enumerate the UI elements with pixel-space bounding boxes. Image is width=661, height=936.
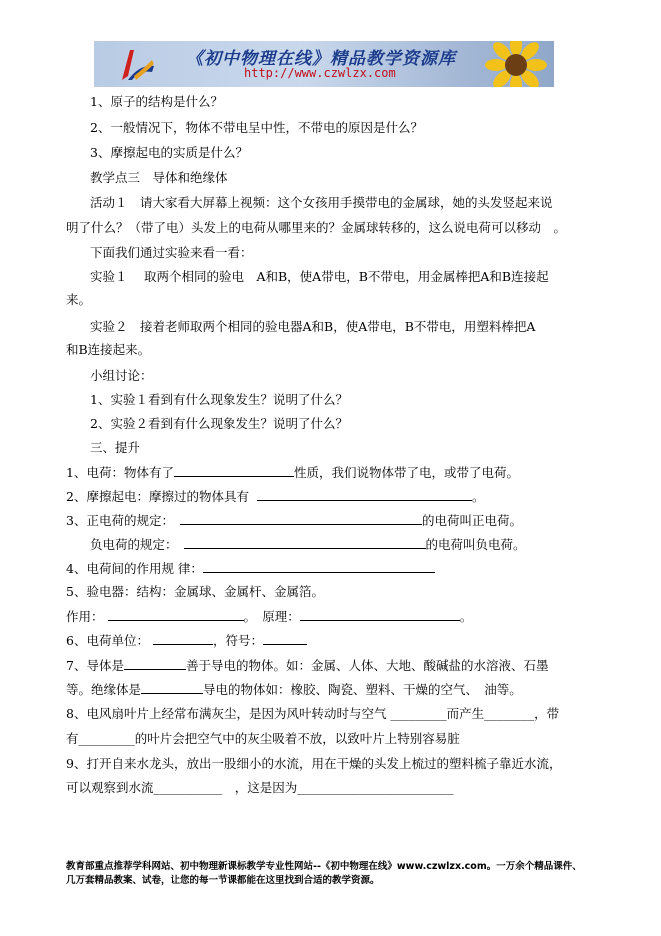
fill-question-7b: 等。绝缘体是 导电的物体如：橡胶、陶瓷、塑料、干燥的空气、 油等。: [66, 682, 522, 697]
question-line: 2、实验２看到有什么现象发生？说明了什么？: [90, 416, 348, 431]
section-heading: 三、提升: [90, 440, 141, 455]
banner-title: 《初中物理在线》精品教学资源库: [186, 49, 456, 69]
footer-line: 教育部重点推荐学科网站、初中物理新课标教学专业性网站--《初中物理在线》www.czwlzx.com。一万余个精品课件、: [66, 861, 582, 872]
answer-blank[interactable]: [153, 632, 213, 645]
answer-blank[interactable]: [257, 488, 472, 501]
answer-blank[interactable]: [141, 681, 203, 694]
sunflower-icon: [476, 41, 552, 87]
answer-blank[interactable]: [263, 632, 307, 645]
fill-question-8: 8、电风扇叶片上经常布满灰尘，是因为风叶转动时与空气 _________而产生________，带: [66, 706, 560, 721]
answer-blank[interactable]: [124, 657, 186, 670]
paragraph-line: 实验１ 取两个相同的验电 A和B，使A带电，B不带电，用金属棒把A和B连接起: [90, 269, 549, 284]
paragraph-line: 和B连接起来。: [66, 342, 151, 357]
question-line: 2、一般情况下，物体不带电呈中性，不带电的原因是什么？: [90, 120, 423, 135]
header-banner: [94, 41, 554, 87]
fill-question-5: 5、验电器：结构：金属球、金属杆、金属箔。: [66, 584, 324, 599]
paragraph-line: 小组讨论：: [90, 368, 153, 383]
banner-url: http://www.czwlzx.com: [244, 66, 396, 80]
answer-blank[interactable]: [174, 464, 294, 477]
footer: [66, 860, 582, 888]
fill-question-7: 7、导体是 善于导电的物体。如：金属、人体、大地、酸碱盐的水溶液、石墨: [66, 658, 549, 673]
fill-question-5b: 作用： 。 原理： 。: [66, 609, 473, 624]
paragraph-line: 活动１ 请大家看大屏幕上视频：这个女孩用手摸带电的金属球，她的头发竖起来说: [90, 195, 553, 210]
section-heading: 教学点三 导体和绝缘体: [90, 170, 228, 185]
logo-icon: [116, 46, 156, 82]
question-line: 3、摩擦起电的实质是什么？: [90, 145, 248, 160]
fill-question-3: 3、正电荷的规定： 的电荷叫正电荷。: [66, 513, 522, 528]
answer-blank[interactable]: [180, 512, 422, 525]
fill-question-6: 6、电荷单位： ，符号：: [66, 632, 307, 649]
fill-question-8b: 有_________的叶片会把空气中的灰尘吸着不放，以致叶片上特别容易脏: [66, 731, 460, 746]
fill-question-9: 9、打开自来水龙头，放出一股细小的水流，用在干燥的头发上梳过的塑料梳子靠近水流，: [66, 756, 562, 771]
question-line: 1、实验１看到有什么现象发生？说明了什么？: [90, 392, 348, 407]
answer-blank[interactable]: [108, 608, 244, 621]
paragraph-line: 下面我们通过实验来看一看：: [90, 245, 253, 260]
fill-question-2: 2、摩擦起电：摩擦过的物体具有 。: [66, 489, 485, 504]
footer-line: 几万套精品教案、试卷，让您的每一节课都能在这里找到合适的教学资源。: [66, 875, 380, 886]
question-line: 1、原子的结构是什么？: [90, 94, 223, 109]
paragraph-line: 实验２ 接着老师取两个相同的验电器A和B，使A带电，B不带电，用塑料棒把A: [90, 319, 536, 334]
fill-question-9b: 可以观察到水流___________ ，这是因为_________________________: [66, 780, 454, 795]
fill-question-4: 4、电荷间的作用规 律：: [66, 560, 435, 577]
paragraph-line: 来。: [66, 292, 92, 307]
fill-question-1: 1、电荷：物体有了 性质，我们说物体带了电，或带了电荷。: [66, 465, 519, 480]
fill-question-3b: 负电荷的规定： 的电荷叫负电荷。: [90, 537, 526, 552]
answer-blank[interactable]: [203, 560, 435, 573]
answer-blank[interactable]: [184, 536, 426, 549]
answer-blank[interactable]: [300, 608, 460, 621]
paragraph-line: 明了什么？（带了电）头发上的电荷从哪里来的？金属球转移的，这么说电荷可以移动 。: [66, 220, 567, 235]
